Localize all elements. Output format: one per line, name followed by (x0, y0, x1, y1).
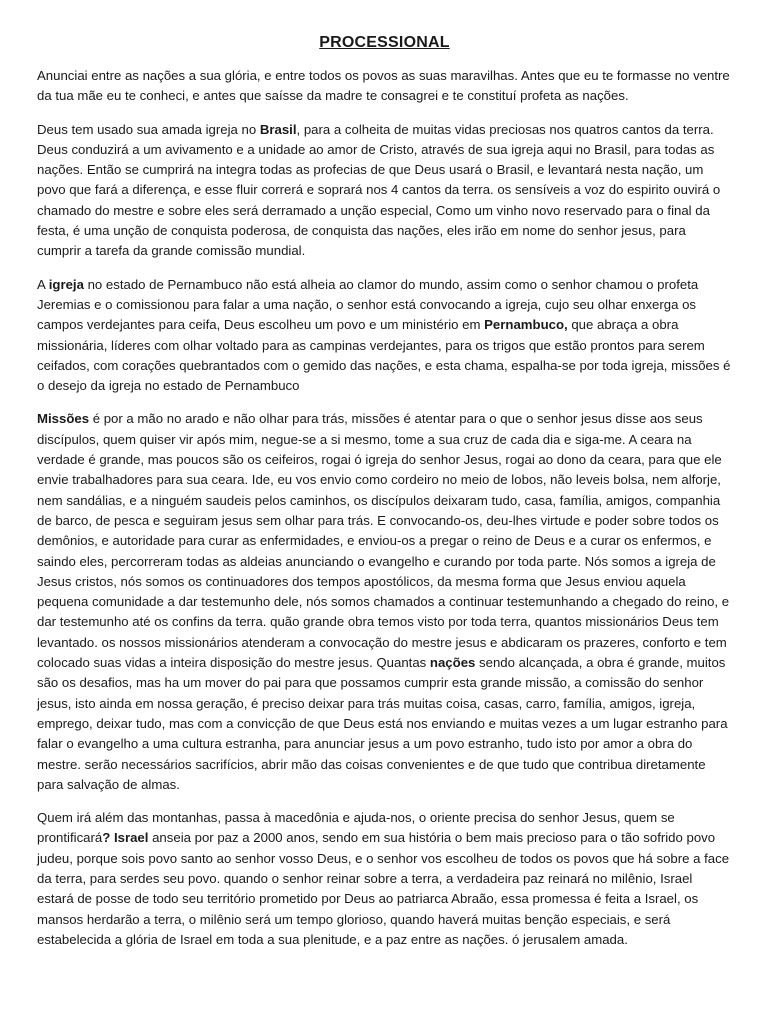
text-run: Anunciai entre as nações a sua glória, e entre todos os povos as suas maravilhas. Antes que eu te formasse no ventre da tua mãe eu te conheci, e antes que saísse da madre te consagrei e te constituí profeta as nações. (37, 68, 730, 104)
document-body (37, 66, 732, 950)
text-run: que abraça a obra missionária, líderes com olhar voltado para as campinas verdejantes, para os trigos que estão prontos para serem ceifados, com corações quebrantados com o gemido das nações, e esta chama, espalha-se por toda igreja, missões é o desejo da igreja no estado de Pernambuco (37, 317, 731, 394)
paragraph-5 (37, 808, 732, 950)
paragraph-4 (37, 409, 732, 795)
paragraph-2 (37, 120, 732, 262)
bold-text-run: Pernambuco, (484, 317, 568, 333)
bold-text-run: Missões (37, 411, 90, 427)
bold-text-run: Brasil (259, 121, 297, 137)
text-run: no estado de Pernambuco não está alheia ao clamor do mundo, assim como o senhor chamou o profeta Jeremias e o comissionou para falar a uma nação, o senhor está convocando a igreja, cujo seu olhar enxerga os campos verdejantes para ceifa, Deus escolheu um povo e um ministério em (37, 276, 699, 333)
paragraph-3 (37, 275, 732, 397)
bold-text-run: nações (429, 655, 476, 671)
text-run: Quem irá além das montanhas, passa à macedônia e ajuda-nos, o oriente precisa do senhor Jesus, quem se prontificará (37, 810, 675, 846)
bold-text-run: ? Israel (102, 830, 149, 846)
text-run: é por a mão no arado e não olhar para trás, missões é atentar para o que o senhor jesus disse aos seus discípulos, quem quiser vir após mim, negue-se a si mesmo, tome a sua cruz de cada dia e siga-me. A ceara na verdade é grande, mas poucos são os ceifeiros, rogai ó igreja do senhor Jesus, rogai ao dono da ceara, para que ele envie trabalhadores para sua ceara. Ide, eu vos envio como cordeiro no meio de lobos, não leveis bolsa, nem alforje, nem sandálias, e a ninguém saudeis pelos caminhos, os discípulos deixaram tudo, casa, família, amigos, companhia de barco, de pesca e seguiram jesus sem olhar para trás. E convocando-os, deu-lhes virtude e poder sobre todos os demônios, e autoridade para curar as enfermidades, e enviou-os a pregar o reino de Deus e a curar os enfermos, e saindo eles, percorreram todas as aldeias anunciando o evangelho e curando por toda parte. Nós somos a igreja de Jesus cristos, nós somos os continuadores dos tempos apostólicos, da mesma forma que Jesus enviou aquela pequena comunidade a dar testemunho dele, nós somos chamados a continuar testemunhando a chegado do reino, e dar testemunho até os confins da terra. quão grande obra temos visto por toda terra, quantos missionários Deus tem levantado. os nossos missionários atenderam a convocação do mestre jesus e abdicaram os prazeres, conforto e tem colocado suas vidas a inteira disposição do mestre jesus. Quantas (37, 411, 730, 671)
page-title: PROCESSIONAL (319, 34, 450, 51)
text-run: sendo alcançada, a obra é grande, muitos são os desafios, mas ha um mover do pai para que possamos cumprir esta grande missão, a comissão do senhor jesus, isto ainda em nossa geração, é preciso deixar para trás muitas coisa, casas, carro, família, amigos, igreja, emprego, deixar tudo, mas com a convicção de que Deus está nos enviando e muitas vezes a um lugar estranho para falar o evangelho a uma cultura estranha, para anunciar jesus a um povo estranho, tudo isto por amor a obra do mestre. serão necessários sacrifícios, abrir mão das coisas convenientes e de que tudo que contribua diretamente para salvação de almas. (37, 655, 728, 792)
bold-text-run: igreja (48, 276, 84, 292)
paragraph-1 (37, 66, 732, 107)
text-run: , para a colheita de muitas vidas preciosas nos quatros cantos da terra. Deus conduzirá a um avivamento e a unidade ao amor de Cristo, através de sua igreja aqui no Brasil, para todas as nações. Então se cumprirá na integra todas as profecias de que Deus usará o Brasil, e levantará nesta nação, um povo que fará a diferença, e esse fluir correrá e soprará nos 4 cantos da terra. os sensíveis a voz do espirito ouvirá o chamado do mestre e sobre eles será derramado a unção especial, Como um vinho novo reservado para o final da festa, é uma unção de conquista poderosa, de conquista das nações, eles irão em nome do senhor jesus, para cumprir a tarefa da grande comissão mundial. (37, 121, 721, 259)
text-run: anseia por paz a 2000 anos, sendo em sua história o bem mais precioso para o tão sofrido povo judeu, porque sois povo santo ao senhor vosso Deus, e o senhor vos escolheu de todos os povos que há sobre a face da terra, para serdes seu povo. quando o senhor reinar sobre a terra, a verdadeira paz reinará no milênio, Israel estará de posse de todo seu território prometido por Deus ao patriarca Abraão, essa promessa é feita a Israel, os mansos herdarão a terra, o milênio será um tempo glorioso, quando haverá muitas benção especiais, e será estabelecida a glória de Israel em toda a sua plenitude, e a paz entre as nações. ó jerusalem amada. (37, 830, 730, 947)
text-run: Deus tem usado sua amada igreja no (37, 121, 260, 137)
text-run: A (37, 276, 49, 292)
